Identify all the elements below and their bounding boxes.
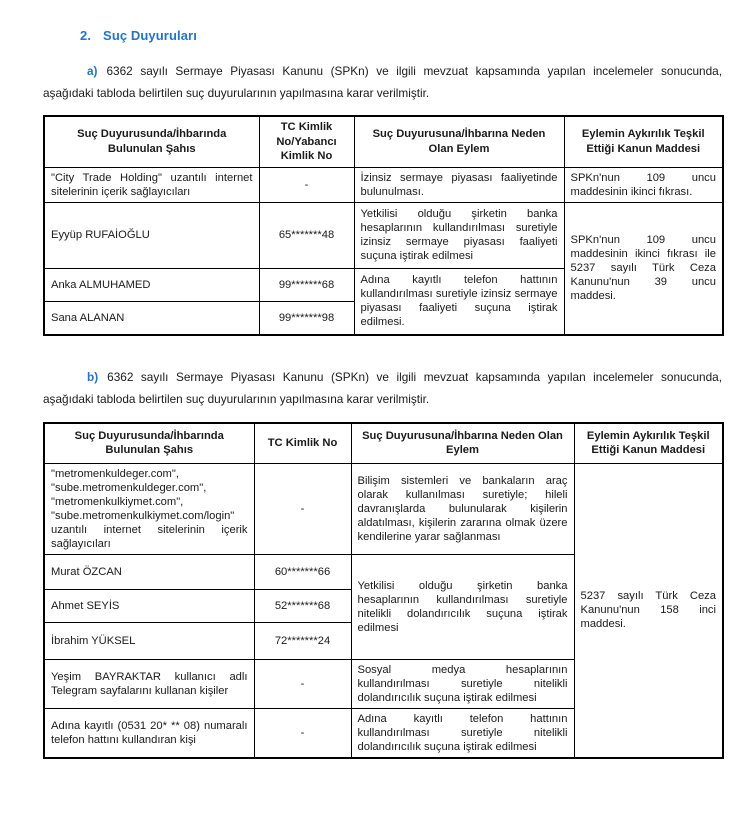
table-cell: - <box>254 708 351 758</box>
column-header: Suç Duyurusunda/İhbarında Bulunulan Şahıs <box>44 423 254 463</box>
table-cell: Adına kayıtlı telefon hattının kullandırılması suretiyle nitelikli dolandırıcılık suçuna iştirak edilmesi <box>351 708 574 758</box>
table-cell: İzinsiz sermaye piyasası faaliyetinde bulunulması. <box>354 167 564 202</box>
column-header: Suç Duyurusuna/İhbarına Neden Olan Eylem <box>354 116 564 167</box>
table-cell: 60*******66 <box>254 554 351 589</box>
table-cell: - <box>254 659 351 708</box>
table-cell: 52*******68 <box>254 589 351 622</box>
table-row <box>44 167 723 202</box>
table-cell: - <box>254 463 351 554</box>
table-cell: SPKn'nun 109 uncu maddesinin ikinci fıkrası ile 5237 sayılı Türk Ceza Kanunu'nun 39 uncu maddesi. <box>564 202 723 335</box>
column-header: Eylemin Aykırılık Teşkil Ettiği Kanun Maddesi <box>574 423 723 463</box>
table-row <box>44 463 723 554</box>
complaints-table-a <box>43 115 724 336</box>
list-marker-b: b) <box>87 370 99 384</box>
paragraph-b <box>43 366 722 410</box>
table-row <box>44 202 723 268</box>
column-header: Eylemin Aykırılık Teşkil Ettiği Kanun Maddesi <box>564 116 723 167</box>
table-cell: Anka ALMUHAMED <box>44 268 259 301</box>
table-cell: 72*******24 <box>254 622 351 659</box>
table-cell: Ahmet SEYİS <box>44 589 254 622</box>
table-cell: 5237 sayılı Türk Ceza Kanunu'nun 158 inci maddesi. <box>574 463 723 758</box>
column-header: Suç Duyurusuna/İhbarına Neden Olan Eylem <box>351 423 574 463</box>
list-marker-a: a) <box>87 64 98 78</box>
table-cell: 99*******68 <box>259 268 354 301</box>
heading-text: Suç Duyuruları <box>103 28 197 43</box>
table-cell: - <box>259 167 354 202</box>
column-header: TC Kimlik No <box>254 423 351 463</box>
paragraph-a-text: 6362 sayılı Sermaye Piyasası Kanunu (SPKn) ve ilgili mevzuat kapsamında yapılan incelemeler sonucunda, aşağıdaki tabloda belirtilen suç duyurularının yapılmasına karar verilmiştir. <box>43 64 722 100</box>
column-header: TC Kimlik No/Yabancı Kimlik No <box>259 116 354 167</box>
column-header: Suç Duyurusunda/İhbarında Bulunulan Şahıs <box>44 116 259 167</box>
table-cell: 99*******98 <box>259 301 354 335</box>
table-cell: "City Trade Holding" uzantılı internet sitelerinin içerik sağlayıcıları <box>44 167 259 202</box>
table-cell: Yetkilisi olduğu şirketin banka hesaplarının kullandırılması suretiyle izinsiz sermaye piyasası faaliyeti suçuna iştirak edilmesi <box>354 202 564 268</box>
paragraph-b-text: 6362 sayılı Sermaye Piyasası Kanunu (SPKn) ve ilgili mevzuat kapsamında yapılan incelemeler sonucunda, aşağıdaki tabloda belirtilen suç duyurularının yapılmasına karar verilmiştir. <box>43 370 722 406</box>
table-cell: Eyyüp RUFAİOĞLU <box>44 202 259 268</box>
table-cell: İbrahim YÜKSEL <box>44 622 254 659</box>
paragraph-a <box>43 60 722 104</box>
heading-number: 2. <box>80 28 92 43</box>
complaints-table-b <box>43 422 724 759</box>
table-cell: Sana ALANAN <box>44 301 259 335</box>
table-cell: SPKn'nun 109 uncu maddesinin ikinci fıkrası. <box>564 167 723 202</box>
table-cell: Murat ÖZCAN <box>44 554 254 589</box>
page-title <box>80 28 722 43</box>
table-header-row <box>44 116 723 167</box>
table-cell: Yeşim BAYRAKTAR kullanıcı adlı Telegram sayfalarını kullanan kişiler <box>44 659 254 708</box>
table-cell: Bilişim sistemleri ve bankaların araç olarak kullanılması suretiyle; hileli davranışlarda bulunularak kişilerin aldatılması, kişilerin zararına olmak üzere kendilerine yarar sağlanması <box>351 463 574 554</box>
table-cell: 65*******48 <box>259 202 354 268</box>
table-header-row <box>44 423 723 463</box>
table-cell: "metromenkuldeger.com", "sube.metromenkuldeger.com", "metromenkulkiymet.com", "sube.metromenkulkiymet.com/login" uzantılı internet sitelerinin içerik sağlayıcıları <box>44 463 254 554</box>
table-cell: Yetkilisi olduğu şirketin banka hesaplarının kullandırılması suretiyle nitelikli dolandırıcılık suçuna iştirak edilmesi <box>351 554 574 659</box>
table-cell: Sosyal medya hesaplarının kullandırılması suretiyle nitelikli dolandırıcılık suçuna iştirak edilmesi <box>351 659 574 708</box>
table-cell: Adına kayıtlı telefon hattının kullandırılması suretiyle izinsiz sermaye piyasası faaliyeti suçuna iştirak edilmesi. <box>354 268 564 335</box>
table-cell: Adına kayıtlı (0531 20* ** 08) numaralı telefon hattını kullandıran kişi <box>44 708 254 758</box>
